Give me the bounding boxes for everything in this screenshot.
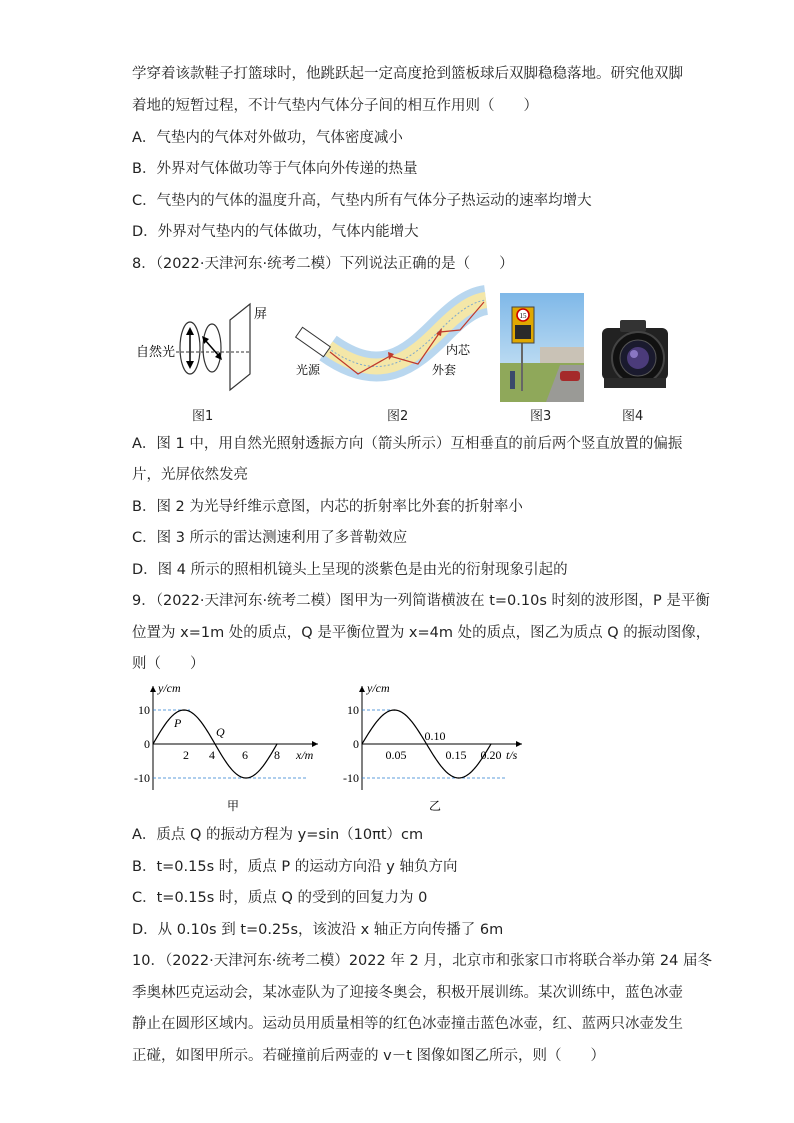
x-tick-6: 6 (242, 748, 248, 762)
question-8-option-a-line-1: A．图 1 中，用自然光照射透振方向（箭头所示）互相垂直的前后两个竖直放置的偏振 (132, 436, 683, 452)
y-tick-0: 0 (144, 737, 150, 751)
question-8-option-c: C．图 3 所示的雷达测速利用了多普勒效应 (132, 530, 408, 546)
light-source (296, 327, 331, 356)
x-tick-4: 4 (209, 748, 215, 762)
question-7-stem-line-1: 学穿着该款鞋子打篮球时，他跳跃起一定高度抢到篮板球后双脚稳稳落地。研究他双脚 (132, 66, 683, 82)
question-9-stem-line-3: 则（ ） (132, 656, 205, 672)
figure-2-caption: 图2 (387, 409, 409, 424)
vibration-graph-yi (340, 680, 530, 815)
figure-4-caption: 图4 (622, 409, 644, 424)
wave-point-0 (152, 743, 153, 744)
screen-label: 屏 (254, 306, 268, 321)
point-p-label: P (174, 716, 182, 730)
y-axis-label: y/cm (158, 681, 181, 695)
question-8-option-d: D．图 4 所示的照相机镜头上呈现的淡紫色是由光的衍射现象引起的 (132, 562, 568, 578)
question-10-stem-line-2: 季奥林匹克运动会，某冰壶队为了迎接冬奥会，积极开展训练。某次训练中，蓝色冰壶 (132, 985, 683, 1001)
x-tick-0.20: 0.20 (480, 748, 502, 762)
vibration-point-8 (490, 743, 491, 744)
y-tick-neg10: -10 (343, 771, 359, 785)
core-label: 内芯 (446, 343, 471, 357)
natural-light-label: 自然光 (136, 344, 176, 359)
vibration-point-5 (442, 767, 443, 768)
figure-4-camera-photo (600, 318, 670, 392)
question-8-stem: 8．（2022·天津河东·统考二模）下列说法正确的是（ ） (132, 256, 514, 272)
question-9-stem-line-1: 9．（2022·天津河东·统考二模）图甲为一列简谐横波在 t=0.10s 时刻的波形图，P 是平衡 (132, 593, 710, 609)
vibration-point-4 (426, 743, 427, 744)
question-9-option-b: B．t=0.15s 时，质点 P 的运动方向沿 y 轴负方向 (132, 859, 458, 875)
y-tick-neg10: -10 (134, 771, 150, 785)
wave-point-3 (199, 719, 200, 720)
vibration-point-3 (410, 719, 411, 720)
x-tick-0.10: 0.10 (424, 729, 446, 743)
vibration-point-7 (474, 767, 475, 768)
vibration-point-2 (394, 709, 395, 710)
wave-point-7 (261, 767, 262, 768)
vibration-point-6 (458, 777, 459, 778)
question-7-stem-line-2: 着地的短暂过程，不计气垫内气体分子间的相互作用则（ ） (132, 98, 538, 114)
figure-2-optical-fiber (290, 290, 490, 402)
wave-point-8 (276, 743, 277, 744)
question-8-option-a-line-2: 片，光屏依然发亮 (132, 467, 248, 483)
graph-jia-caption: 甲 (226, 799, 240, 813)
question-10-stem-line-4: 正碰，如图甲所示。若碰撞前后两壶的 v－t 图像如图乙所示，则（ ） (132, 1048, 605, 1064)
figure-3-caption: 图3 (530, 409, 552, 424)
wave-point-6 (245, 777, 246, 778)
question-7-option-d: D．外界对气垫内的气体做功，气体内能增大 (132, 224, 419, 240)
polarizer-2-axis (205, 340, 219, 356)
x-tick-0.05: 0.05 (385, 748, 407, 762)
question-9-stem-line-2: 位置为 x=1m 处的质点，Q 是平衡位置为 x=4m 处的质点，图乙为质点 Q 的振动图像， (132, 625, 711, 641)
question-10-stem-line-3: 静止在圆形区域内。运动员用质量相等的红色冰壶撞击蓝色冰壶，红、蓝两只冰壶发生 (132, 1016, 683, 1032)
question-9-option-a: A．质点 Q 的振动方程为 y=sin（10πt）cm (132, 827, 424, 843)
question-8-option-b: B．图 2 为光导纤维示意图，内芯的折射率比外套的折射率小 (132, 499, 523, 515)
wave-point-5 (230, 767, 231, 768)
screen (230, 304, 250, 390)
question-7-option-a: A．气垫内的气体对外做功，气体密度减小 (132, 130, 403, 146)
figure-1-caption: 图1 (192, 409, 214, 424)
x-axis-label: x/m (296, 748, 314, 762)
question-9-option-c: C．t=0.15s 时，质点 Q 的受到的回复力为 0 (132, 890, 428, 906)
lens-coating (627, 347, 649, 369)
figure-3-radar-photo (500, 293, 584, 402)
y-axis-label: y/cm (367, 681, 390, 695)
speed-limit-number: 15 (519, 312, 527, 320)
vibration-point-1 (378, 719, 379, 720)
x-tick-0.15: 0.15 (445, 748, 467, 762)
question-7-option-b: B．外界对气体做功等于气体向外传递的热量 (132, 161, 418, 177)
question-7-option-c: C．气垫内的气体的温度升高，气垫内所有气体分子热运动的速率均增大 (132, 193, 592, 209)
cladding-label: 外套 (432, 363, 457, 377)
car (560, 371, 580, 381)
figure-1-polarizers (132, 300, 272, 400)
y-tick-0: 0 (353, 737, 359, 751)
x-axis-label: t/s (506, 748, 518, 762)
y-tick-10: 10 (347, 703, 359, 717)
vibration-point-0 (361, 743, 362, 744)
question-10-stem-line-1: 10．（2022·天津河东·统考二模）2022 年 2 月，北京市和张家口市将联合举办第 24 届冬 (132, 953, 712, 969)
wave-point-2 (183, 709, 184, 710)
wave-point-4 (214, 743, 215, 744)
person (510, 371, 515, 389)
point-q-label: Q (216, 725, 225, 739)
wave-point-1 (168, 719, 169, 720)
question-9-option-d: D．从 0.10s 到 t=0.25s，该波沿 x 轴正方向传播了 6m (132, 922, 504, 938)
wave-graph-jia (134, 680, 328, 815)
x-tick-2: 2 (183, 748, 189, 762)
y-tick-10: 10 (138, 703, 150, 717)
light-source-label: 光源 (296, 363, 321, 377)
graph-yi-caption: 乙 (428, 799, 442, 813)
x-tick-8: 8 (274, 748, 280, 762)
